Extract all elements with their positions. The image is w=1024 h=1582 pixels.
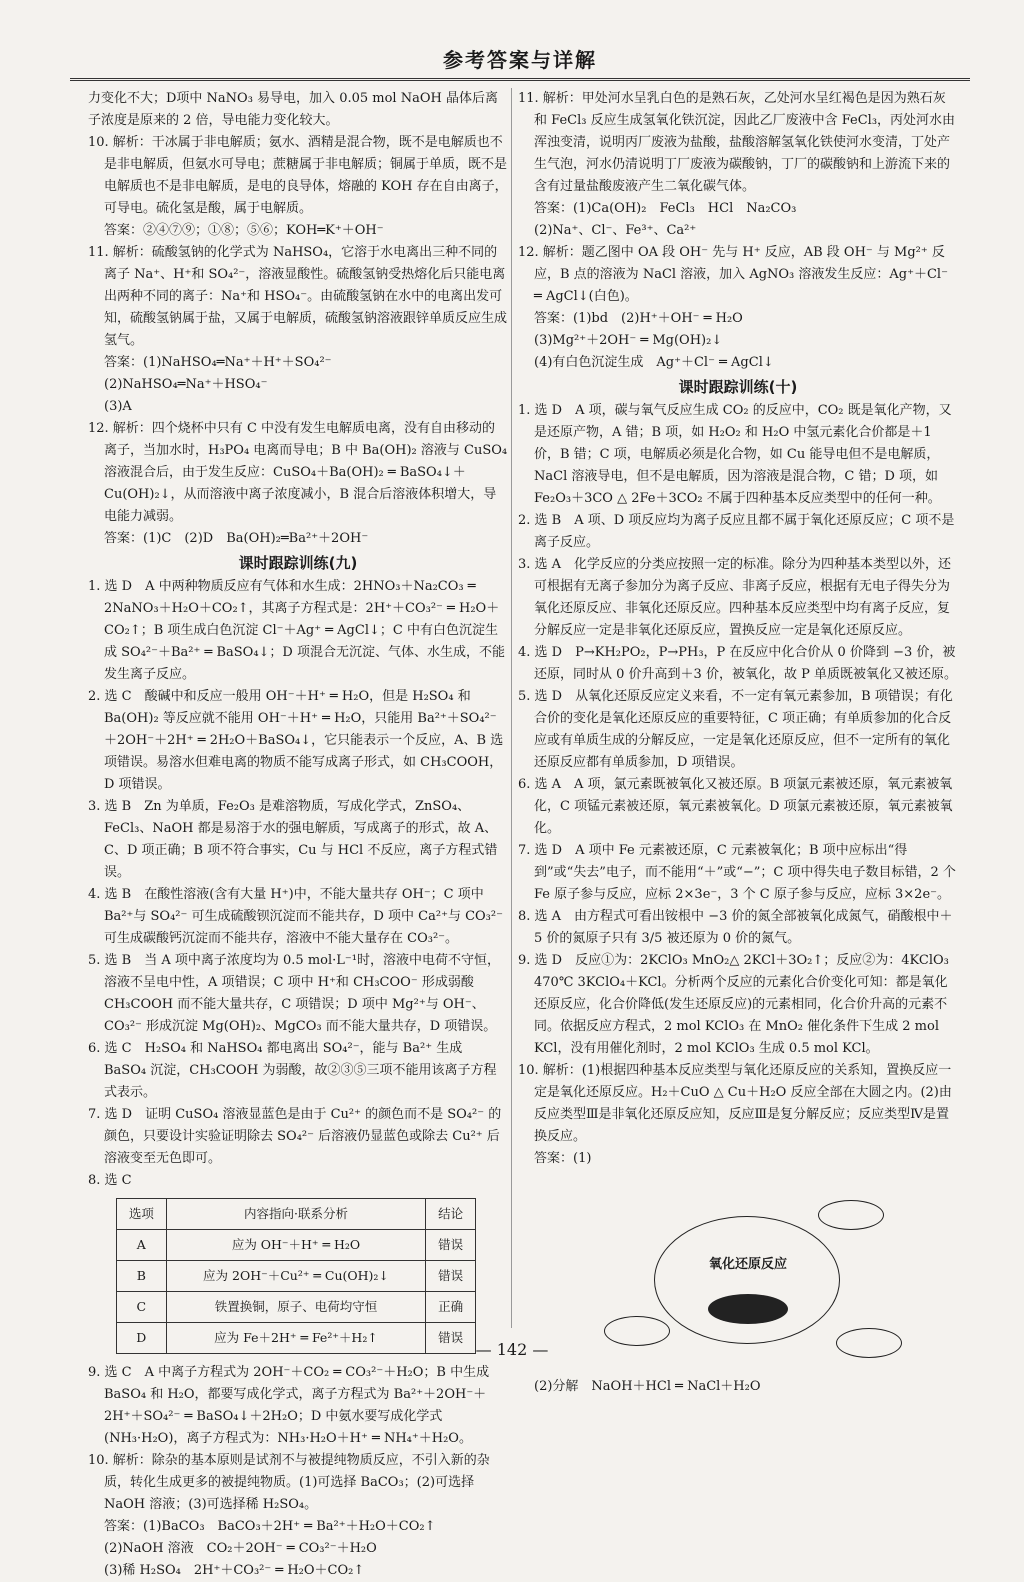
- solution-item: 1. 选 D A 项，碳与氧气反应生成 CO₂ 的反应中，CO₂ 既是氧化产物，又是还原产物，A 错；B 项，如 H₂O₂ 和 H₂O 中氢元素化合价都是＋1 价，B 错；C 项，电解质必须是化合物，如 Cu 能导电但不是电解质，NaCl 溶液导电，但不是电解质，因为溶液是混合物，C 错；D 项，如 Fe₂O₃＋3CO △ 2Fe＋3CO₂ 不属于四种基本反应类型中的任何一种。: [518, 403, 952, 506]
- answer-line: 答案：②④⑦⑨；①⑧；⑤⑥；KOH═K⁺＋OH⁻: [104, 223, 384, 238]
- diagram-label: 氧化还原反应: [708, 1257, 787, 1272]
- answer-line: 答案：(1): [534, 1151, 592, 1166]
- answer-line: 答案：(1)BaCO₃ BaCO₃＋2H⁺ ═ Ba²⁺＋H₂O＋CO₂↑: [104, 1519, 436, 1534]
- column-divider: [511, 88, 512, 1328]
- left-text-block-2: [88, 1362, 508, 1582]
- table-cell: B: [117, 1261, 167, 1292]
- answer-line: (2)NaOH 溶液 CO₂＋2OH⁻ ═ CO₃²⁻＋H₂O: [104, 1541, 377, 1556]
- large-ellipse: [654, 1216, 840, 1344]
- solution-item: 10. 解析：除杂的基本原则是试剂不与被提纯物质反应，不引入新的杂质，转化生成更多的被提纯物质。(1)可选择 BaCO₃；(2)可选择 NaOH 溶液；(3)可选择稀 H₂SO₄。: [88, 1453, 490, 1512]
- table-cell: 错误: [426, 1261, 476, 1292]
- solution-item: 5. 选 B 当 A 项中离子浓度均为 0.5 mol·L⁻¹时，溶液中电荷不守恒，溶液不呈电中性，A 项错误；C 项中 H⁺和 CH₃COO⁻ 形成弱酸 CH₃COOH 而不能大量共存，C 项错误；D 项中 Mg²⁺与 OH⁻、CO₃²⁻ 形成沉淀 Mg(OH)₂、MgCO₃ 而不能大量共存，D 项错误。: [88, 953, 500, 1034]
- table-cell: 应为 2OH⁻＋Cu²⁺ ═ Cu(OH)₂↓: [166, 1261, 426, 1292]
- table-row: [117, 1261, 476, 1292]
- solution-item: 9. 选 D 反应①为：2KClO₃ MnO₂△ 2KCl＋3O₂↑；反应②为：4KClO₃ 470℃ 3KClO₄＋KCl。分析两个反应的元素化合价变化可知：都是氧化还原反应，化合价降低(发生还原反应)的元素相同，化合价升高的元素不同。依据反应方程式，2 mol KClO₃ 在 MnO₂ 催化条件下生成 2 mol KCl，没有用催化剂时，2 mol KClO₃ 生成 0.5 mol KCl。: [518, 953, 949, 1056]
- solution-item: 4. 选 B 在酸性溶液(含有大量 H⁺)中，不能大量共存 OH⁻；C 项中 Ba²⁺与 SO₄²⁻ 可生成硫酸钡沉淀而不能共存，D 项中 Ca²⁺与 CO₃²⁻ 可生成碳酸钙沉淀而不能共存，溶液中不能大量存在 CO₃²⁻。: [88, 887, 503, 946]
- solution-item: 11. 解析：硫酸氢钠的化学式为 NaHSO₄，它溶于水电离出三种不同的离子 Na⁺、H⁺和 SO₄²⁻，溶液显酸性。硫酸氢钠受热熔化后只能电离出两种不同的离子：Na⁺和 HSO₄⁻。由硫酸氢钠在水中的电离出发可知，硫酸氢钠属于盐，又属于电解质，硫酸氢钠溶液跟锌单质反应生成氢气。: [88, 245, 508, 348]
- table-cell: 错误: [426, 1230, 476, 1261]
- table-header-row: [117, 1199, 476, 1230]
- answer-line: 答案：(1)C (2)D Ba(OH)₂═Ba²⁺＋2OH⁻: [104, 531, 369, 546]
- solution-item: 8. 选 A 由方程式可看出铵根中 −3 价的氮全部被氧化成氮气，硝酸根中＋5 价的氮原子只有 3/5 被还原为 0 价的氮气。: [518, 909, 953, 946]
- solution-item: 10. 解析：(1)根据四种基本反应类型与氧化还原反应的关系知，置换反应一定是氧化还原反应。H₂＋CuO △ Cu＋H₂O 反应全部在大圆之内。(2)由反应类型Ⅲ是非氧化还原反应知，反应Ⅲ是复分解反应；反应类型Ⅳ是置换反应。: [518, 1063, 952, 1144]
- table-header: 结论: [426, 1199, 476, 1230]
- table-header: 选项: [117, 1199, 167, 1230]
- solution-item: 6. 选 C H₂SO₄ 和 NaHSO₄ 都电离出 SO₄²⁻，能与 Ba²⁺ 生成 BaSO₄ 沉淀，CH₃COOH 为弱酸，故②③⑤三项不能用该离子方程式表示。: [88, 1041, 497, 1100]
- table-cell: 正确: [426, 1292, 476, 1323]
- solution-item: 2. 选 B A 项、D 项反应均为离子反应且都不属于氧化还原反应；C 项不是离子反应。: [518, 513, 955, 550]
- left-text-block: [88, 88, 508, 1192]
- answer-line: (3)Mg²⁺＋2OH⁻ ═ Mg(OH)₂↓: [534, 333, 723, 348]
- small-ellipse: [818, 1200, 884, 1230]
- answer-line: (3)稀 H₂SO₄ 2H⁺＋CO₃²⁻ ═ H₂O＋CO₂↑: [104, 1563, 365, 1578]
- table-cell: 应为 OH⁻＋H⁺ ═ H₂O: [166, 1230, 426, 1261]
- table-cell: A: [117, 1230, 167, 1261]
- table-cell: D: [117, 1323, 167, 1354]
- table-cell: 铁置换铜，原子、电荷均守恒: [166, 1292, 426, 1323]
- right-text-block: [518, 88, 958, 1170]
- solution-item: 12. 解析：题乙图中 OA 段 OH⁻ 先与 H⁺ 反应，AB 段 OH⁻ 与 Mg²⁺ 反应，B 点的溶液为 NaCl 溶液，加入 AgNO₃ 溶液发生反应：Ag⁺＋Cl⁻ ═ AgCl↓(白色)。: [518, 245, 948, 304]
- solution-item: 6. 选 A A 项，氯元素既被氧化又被还原。B 项氯元素被还原，氧元素被氧化，C 项锰元素被还原，氧元素被氧化。D 项氯元素被还原，氧元素被氧化。: [518, 777, 953, 836]
- table-cell: 错误: [426, 1323, 476, 1354]
- answer-line: (2)分解 NaOH＋HCl ═ NaCl＋H₂O: [534, 1379, 761, 1394]
- page-header: [70, 38, 970, 81]
- table-header: 内容指向·联系分析: [166, 1199, 426, 1230]
- answer-line: (4)有白色沉淀生成 Ag⁺＋Cl⁻ ═ AgCl↓: [534, 355, 774, 370]
- solution-item: 7. 选 D A 项中 Fe 元素被还原，C 元素被氧化；B 项中应标出“得到”或“失去”电子，而不能用“＋”或“−”；C 项中得失电子数目标错，2 个 Fe 原子参与反应，应标 2×3e⁻，3 个 C 原子参与反应，应标 3×2e⁻。: [518, 843, 956, 902]
- filled-ellipse: [708, 1294, 788, 1324]
- solution-item: 10. 解析：干冰属于非电解质；氨水、酒精是混合物，既不是电解质也不是非电解质，但氨水可导电；蔗糖属于非电解质；铜属于单质，既不是电解质也不是非电解质，是电的良导体，熔融的 KOH 存在自由离子，可导电。硫化氢是酸，属于电解质。: [88, 135, 508, 216]
- table-row: [117, 1230, 476, 1261]
- solution-item: 9. 选 C A 中离子方程式为 2OH⁻＋CO₂ ═ CO₃²⁻＋H₂O；B 中生成 BaSO₄ 和 H₂O，都要写成化学式，离子方程式为 Ba²⁺＋2OH⁻＋2H⁺＋SO₄²⁻ ═ BaSO₄↓＋2H₂O；D 中氨水要写成化学式(NH₃·H₂O)，离子方程式为：NH₃·H₂O＋H⁺ ═ NH₄⁺＋H₂O。: [88, 1365, 490, 1446]
- solution-item: 5. 选 D 从氧化还原反应定义来看，不一定有氧元素参加，B 项错误；有化合价的变化是氧化还原反应的重要特征，C 项正确；有单质参加的化合反应或有单质生成的分解反应，一定是氧化还原反应，但不一定所有的氧化还原反应都有单质参加，D 项错误。: [518, 689, 953, 770]
- answer-line: 答案：(1)Ca(OH)₂ FeCl₃ HCl Na₂CO₃: [534, 201, 797, 216]
- answer-line: 答案：(1)bd (2)H⁺＋OH⁻ ═ H₂O: [534, 311, 743, 326]
- answer-line: (2)Na⁺、Cl⁻、Fe³⁺、Ca²⁺: [534, 223, 697, 238]
- solution-item: 12. 解析：四个烧杯中只有 C 中没有发生电解质电离，没有自由移动的离子，当加水时，H₃PO₄ 电离而导电；B 中 Ba(OH)₂ 溶液与 CuSO₄ 溶液混合后，由于发生反应：CuSO₄＋Ba(OH)₂ ═ BaSO₄↓＋Cu(OH)₂↓，从而溶液中离子浓度减小，B 混合后溶液体积增大，导电能力减弱。: [88, 421, 508, 524]
- table-cell: C: [117, 1292, 167, 1323]
- section-heading: 课时跟踪训练(九): [238, 554, 358, 572]
- solution-item: 11. 解析：甲处河水呈乳白色的是熟石灰，乙处河水呈红褐色是因为熟石灰和 FeCl₃ 反应生成氢氧化铁沉淀，因此乙厂废液中含 FeCl₃，丙处河水由浑浊变清，说明丙厂废液为盐酸，盐酸溶解氢氧化铁使河水变清，丁处产生气泡，河水仍清说明丁厂废液为碳酸钠，丁厂的碳酸钠和上游流下来的含有过量盐酸废液产生二氧化碳气体。: [518, 91, 956, 194]
- table-row: [117, 1292, 476, 1323]
- solution-item: 3. 选 B Zn 为单质，Fe₂O₃ 是难溶物质，写成化学式，ZnSO₄、FeCl₃、NaOH 都是易溶于水的强电解质，写成离子的形式，故 A、C、D 项正确；B 项不符合事实，Cu 与 HCl 不反应，离子方程式错误。: [88, 799, 498, 880]
- solution-item: 7. 选 D 证明 CuSO₄ 溶液显蓝色是由于 Cu²⁺ 的颜色而不是 SO₄²⁻ 的颜色，只要设计实验证明除去 SO₄²⁻ 后溶液仍显蓝色或除去 Cu²⁺ 后溶液变至无色即可。: [88, 1107, 502, 1166]
- solution-item: 1. 选 D A 中两种物质反应有气体和水生成：2HNO₃＋Na₂CO₃ ═ 2NaNO₃＋H₂O＋CO₂↑，其离子方程式是：2H⁺＋CO₃²⁻ ═ H₂O＋CO₂↑；B 项生成白色沉淀 Cl⁻＋Ag⁺ ═ AgCl↓；C 中有白色沉淀生成 SO₄²⁻＋Ba²⁺ ═ BaSO₄↓；D 项混合无沉淀、气体、水生成，不能发生离子反应。: [88, 579, 505, 682]
- table-cell: 应为 Fe＋2H⁺ ═ Fe²⁺＋H₂↑: [166, 1323, 426, 1354]
- answer-line: 答案：(1)NaHSO₄═Na⁺＋H⁺＋SO₄²⁻: [104, 355, 332, 370]
- right-text-block-2: [518, 1376, 958, 1398]
- answer-line: (2)NaHSO₄═Na⁺＋HSO₄⁻: [104, 377, 268, 392]
- solution-item: 4. 选 D P→KH₂PO₂，P→PH₃，P 在反应中化合价从 0 价降到 −3 价，被还原，同时从 0 价升高到＋3 价，被氧化，故 P 单质既被氧化又被还原。: [518, 645, 957, 682]
- page-number: — 142 —: [475, 1340, 549, 1359]
- solution-item: 2. 选 C 酸碱中和反应一般用 OH⁻＋H⁺ ═ H₂O，但是 H₂SO₄ 和 Ba(OH)₂ 等反应就不能用 OH⁻＋H⁺ ═ H₂O，只能用 Ba²⁺＋SO₄²⁻＋2OH⁻＋2H⁺ ═ 2H₂O＋BaSO₄↓，它只能表示一个反应，A、B 选项错误。易溶水但难电离的物质不能写成离子形式，如 CH₃COOH，D 项错误。: [88, 689, 504, 792]
- continuation-text: 力变化不大；D项中 NaNO₃ 易导电，加入 0.05 mol NaOH 晶体后离子浓度是原来的 2 倍，导电能力变化较大。: [88, 91, 498, 128]
- answer-line: (3)A: [104, 399, 132, 414]
- solution-item: 3. 选 A 化学反应的分类应按照一定的标准。除分为四种基本类型以外，还可根据有无离子参加分为离子反应、非离子反应，根据有无电子得失分为氧化还原反应、非氧化还原反应。四种基本反应类型中均有离子反应，复分解反应一定是非氧化还原反应，置换反应一定是氧化还原反应。: [518, 557, 952, 638]
- solution-item: 8. 选 C: [88, 1173, 132, 1188]
- right-column: [518, 88, 958, 1398]
- section-heading: 课时跟踪训练(十): [678, 378, 798, 396]
- answer-table: [116, 1198, 476, 1354]
- page-title: 参考答案与详解: [443, 48, 597, 72]
